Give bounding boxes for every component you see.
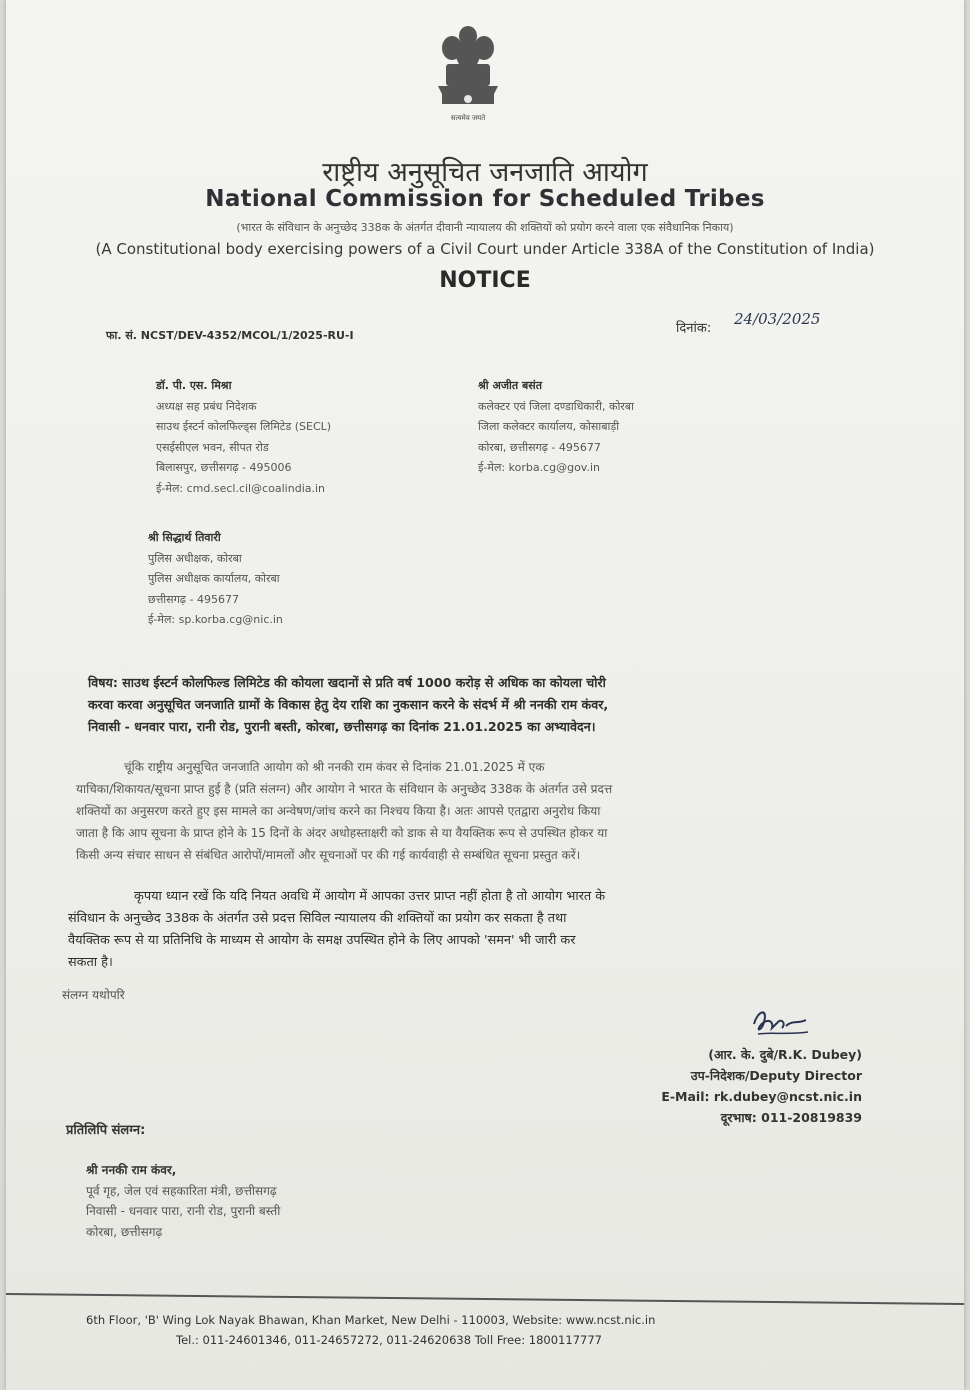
- addressee-line: कोरबा, छत्तीसगढ़ - 495677: [478, 440, 601, 454]
- copy-to-label: प्रतिलिपि संलग्न:: [66, 1123, 146, 1138]
- addressee-line: छत्तीसगढ़ - 495677: [148, 592, 239, 606]
- org-title-hindi: राष्ट्रीय अनुसूचित जनजाति आयोग: [322, 157, 648, 188]
- warning-line: वैयक्तिक रूप से या प्रतिनिधि के माध्यम से आयोग के समक्ष उपस्थित होने के लिए आपको 'समन' भी जारी कर: [68, 933, 576, 948]
- addressee-name: डॉ. पी. एस. मिश्रा: [156, 379, 232, 392]
- signatory-phone: दूरभाष: 011-20819839: [720, 1110, 862, 1125]
- enclosure-note: संलग्न यथोपरि: [62, 988, 125, 1002]
- addressee-line: बिलासपुर, छत्तीसगढ़ - 495006: [156, 461, 292, 474]
- copy-recipient-line: निवासी - धनवार पारा, रानी रोड, पुरानी बस्ती: [86, 1204, 281, 1218]
- subject-line: विषय: साउथ ईस्टर्न कोलफिल्ड लिमिटेड की कोयला खदानों से प्रति वर्ष 1000 करोड़ से अधिक का कोयला चोरी: [88, 675, 606, 690]
- date-label: दिनांक:: [676, 321, 712, 336]
- addressee-line: एसईसीएल भवन, सीपत रोड: [156, 440, 269, 454]
- body-line: किसी अन्य संचार साधन से संबंधित आरोपों/मामलों और सूचनाओं पर की गई कार्यवाही से सम्बंधित सूचना प्रस्तुत करें।: [76, 848, 581, 862]
- ashoka-emblem-icon: [428, 20, 508, 132]
- body-line: जाता है कि आप सूचना के प्राप्त होने के 15 दिनों के अंदर अधोहस्ताक्षरी को डाक से या वैयक्तिक रूप से उपस्थित होकर या: [76, 826, 608, 840]
- warning-paragraph: [68, 886, 605, 974]
- org-subtitle-english: (A Constitutional body exercising powers of a Civil Court under Article 338A of the Constitution of India): [95, 240, 875, 258]
- warning-line: संविधान के अनुच्छेद 338क के अंतर्गत उसे प्रदत्त सिविल न्यायालय की शक्तियों का प्रयोग कर सकता है तथा: [68, 911, 567, 926]
- addressee-email: ई-मेल: cmd.secl.cil@coalindia.in: [156, 481, 326, 495]
- addressee-line: जिला कलेक्टर कार्यालय, कोसाबाड़ी: [478, 420, 620, 433]
- signature-scribble-icon: [748, 1002, 818, 1042]
- subject-line: करवा करवा अनुसूचित जनजाति ग्रामों के विकास हेतु देय राशि का नुकसान करने के संदर्भ में श्री ननकी राम कंवर,: [88, 697, 609, 712]
- copy-recipient-line: पूर्व गृह, जेल एवं सहकारिता मंत्री, छत्तीसगढ़: [86, 1183, 277, 1198]
- notice-page: [6, 0, 964, 1390]
- signatory-email: E-Mail: rk.dubey@ncst.nic.in: [661, 1089, 862, 1104]
- file-reference-number: फा. सं. NCST/DEV-4352/MCOL/1/2025-RU-I: [106, 329, 354, 342]
- body-line: याचिका/शिकायत/सूचना प्राप्त हुई है (प्रति संलग्न) और आयोग ने भारत के संविधान के अनुच्छेद 338क के अंतर्गत उसे प्रदत्त: [76, 782, 613, 796]
- addressee-email: ई-मेल: sp.korba.cg@nic.in: [148, 613, 283, 626]
- signature-mark: [748, 1002, 818, 1046]
- notice-heading: NOTICE: [439, 268, 531, 293]
- signatory-name: (आर. के. दुबे/R.K. Dubey): [708, 1047, 862, 1062]
- addressee-3: [148, 528, 283, 631]
- addressee-name: श्री अजीत बसंत: [478, 379, 542, 392]
- footer-divider: [6, 1293, 964, 1305]
- subject-paragraph: [88, 672, 608, 738]
- org-subtitle-hindi: (भारत के संविधान के अनुच्छेद 338क के अंतर्गत दीवानी न्यायालय की शक्तियों को प्रयोग करने वाला एक संवैधानिक निकाय): [236, 221, 734, 234]
- addressee-line: पुलिस अधीक्षक कार्यालय, कोरबा: [148, 572, 280, 585]
- signature-block: [566, 1044, 862, 1128]
- body-paragraph: [76, 756, 612, 866]
- subject-line: निवासी - धनवार पारा, रानी रोड, पुरानी बस्ती, कोरबा, छत्तीसगढ़ का दिनांक 21.01.2025 का अभ्यावेदन।: [88, 719, 596, 734]
- copy-recipient: [86, 1160, 280, 1242]
- warning-line: सकता है।: [68, 955, 113, 970]
- footer-contacts: Tel.: 011-24601346, 011-24657272, 011-24620638 Toll Free: 1800117777: [176, 1333, 602, 1347]
- emblem-motto: सत्यमेव जयते: [450, 114, 486, 122]
- copy-recipient-line: कोरबा, छत्तीसगढ़: [86, 1224, 163, 1239]
- addressee-line: पुलिस अधीक्षक, कोरबा: [148, 551, 242, 565]
- copy-recipient-name: श्री ननकी राम कंवर,: [86, 1163, 177, 1177]
- addressee-line: साउथ ईस्टर्न कोलफिल्ड्स लिमिटेड (SECL): [156, 420, 332, 433]
- body-line: चूंकि राष्ट्रीय अनुसूचित जनजाति आयोग को श्री ननकी राम कंवर से दिनांक 21.01.2025 में एक: [124, 760, 545, 774]
- footer: [86, 1310, 655, 1350]
- date-value: 24/03/2025: [734, 310, 821, 328]
- addressee-line: कलेक्टर एवं जिला दण्डाधिकारी, कोरबा: [478, 399, 634, 413]
- signatory-designation: उप-निदेशक/Deputy Director: [690, 1068, 862, 1083]
- addressee-line: अध्यक्ष सह प्रबंध निदेशक: [156, 399, 257, 413]
- addressee-name: श्री सिद्धार्थ तिवारी: [148, 531, 221, 544]
- footer-address: 6th Floor, 'B' Wing Lok Nayak Bhawan, Khan Market, New Delhi - 110003, Website: www.ncst.nic.in: [86, 1313, 656, 1327]
- org-title-english: National Commission for Scheduled Tribes: [205, 186, 765, 212]
- addressee-2: [478, 376, 634, 479]
- body-line: शक्तियों का अनुसरण करते हुए इस मामले का अन्वेषण/जांच करने का निश्चय किया है। अतः आपसे एतद्वारा अनुरोध किया: [76, 804, 601, 818]
- warning-line: कृपया ध्यान रखें कि यदि नियत अवधि में आयोग में आपका उत्तर प्राप्त नहीं होता है तो आयोग भारत के: [134, 889, 606, 904]
- addressee-1: [156, 376, 331, 499]
- addressee-email: ई-मेल: korba.cg@gov.in: [478, 461, 600, 474]
